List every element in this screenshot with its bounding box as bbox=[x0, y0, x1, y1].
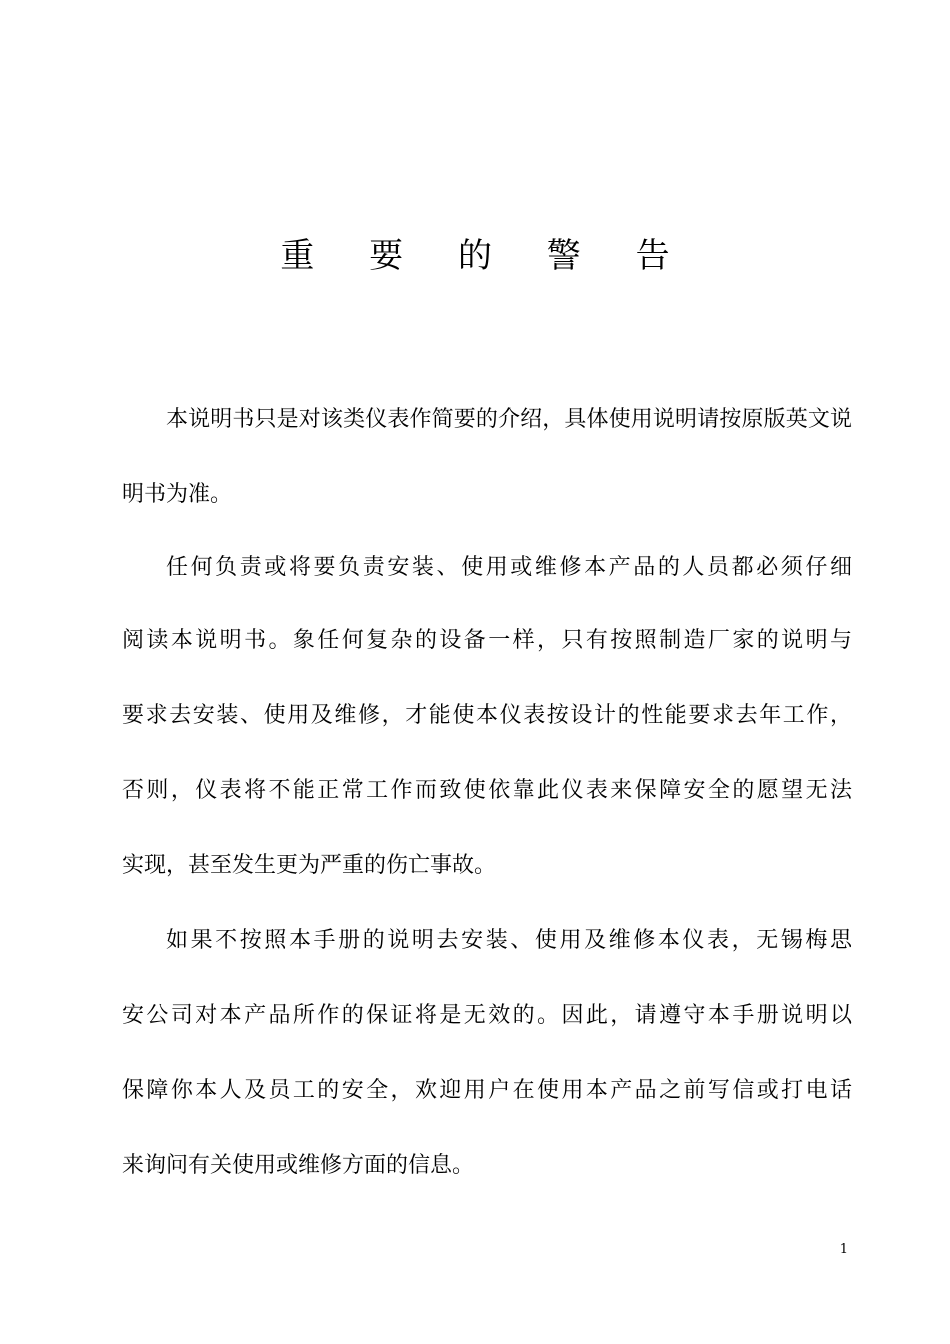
page-title: 重 要 的 警 告 bbox=[280, 236, 692, 276]
paragraph-2-line-2: 阅读本说明书。象任何复杂的设备一样，只有按照制造厂家的说明与 bbox=[122, 628, 852, 653]
paragraph-3-line-4: 来询问有关使用或维修方面的信息。 bbox=[122, 1153, 475, 1178]
paragraph-2-line-1: 任何负责或将要负责安装、使用或维修本产品的人员都必须仔细 bbox=[166, 555, 852, 580]
paragraph-3-line-1: 如果不按照本手册的说明去安装、使用及维修本仪表，无锡梅思 bbox=[166, 928, 852, 953]
paragraph-1-line-1: 本说明书只是对该类仪表作简要的介绍，具体使用说明请按原版英文说 bbox=[166, 407, 852, 432]
paragraph-1-line-2: 明书为准。 bbox=[122, 482, 233, 507]
page-number: 1 bbox=[839, 1242, 848, 1257]
paragraph-3-line-2: 安公司对本产品所作的保证将是无效的。因此，请遵守本手册说明以 bbox=[122, 1003, 852, 1028]
paragraph-3-line-3: 保障你本人及员工的安全，欢迎用户在使用本产品之前写信或打电话 bbox=[122, 1078, 852, 1103]
paragraph-2-line-3: 要求去安装、使用及维修，才能使本仪表按设计的性能要求去年工作， bbox=[122, 703, 852, 728]
paragraph-2-line-4: 否则，仪表将不能正常工作而致使依靠此仪表来保障安全的愿望无法 bbox=[122, 778, 852, 803]
paragraph-2-line-5: 实现，甚至发生更为严重的伤亡事故。 bbox=[122, 853, 497, 878]
